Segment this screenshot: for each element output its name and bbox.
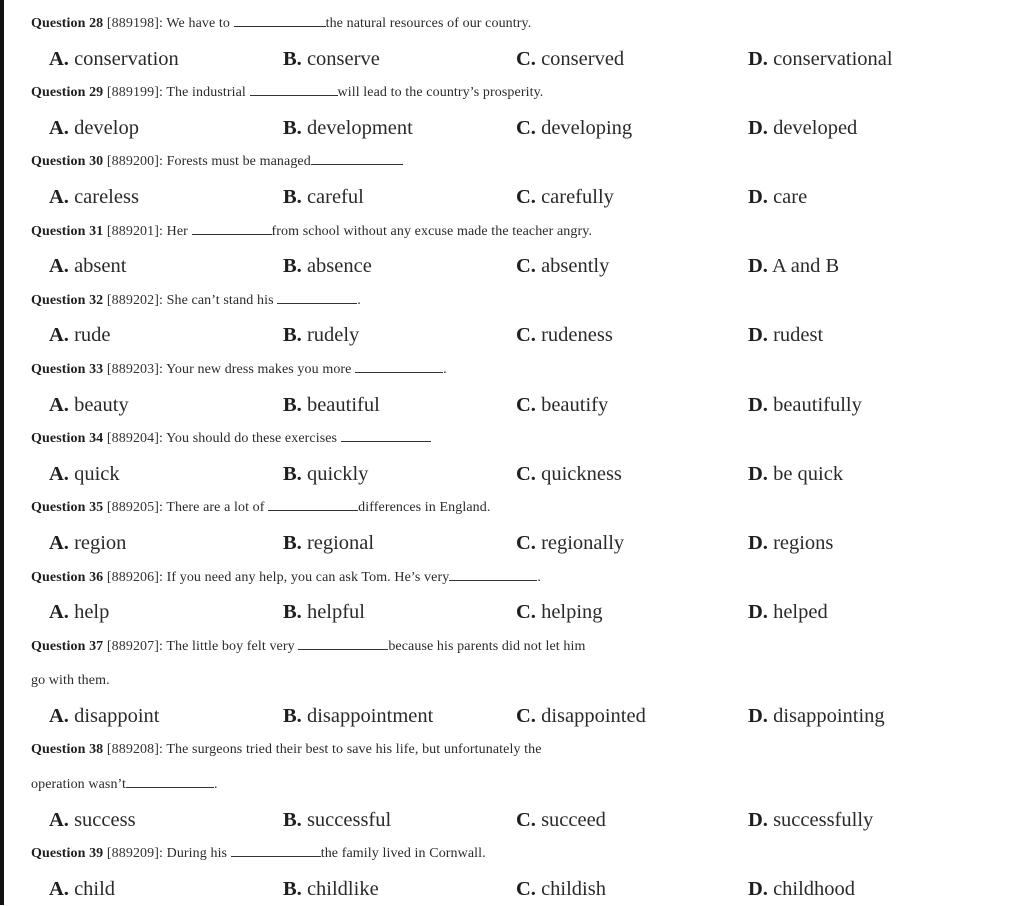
question-number: Question 36: [31, 569, 104, 585]
option-text: develop: [74, 116, 139, 139]
question-text-after: the natural resources of our country.: [325, 16, 532, 31]
question-stem: Question 32 [889202]: She can’t stand his .: [31, 284, 1021, 319]
answer-options: [31, 388, 1021, 423]
question-text-after: .: [214, 777, 218, 793]
option-c[interactable]: [516, 699, 646, 734]
option-a[interactable]: [49, 111, 139, 146]
option-text: careless: [74, 185, 139, 208]
option-text: childlike: [306, 877, 379, 900]
option-d[interactable]: [748, 803, 873, 838]
question-stem-continued: [31, 768, 1021, 803]
option-text: successfully: [773, 808, 874, 831]
answer-options: [31, 872, 1021, 906]
option-text: quickly: [306, 462, 369, 485]
answer-blank[interactable]: [231, 838, 321, 857]
option-letter: C.: [516, 601, 536, 624]
answer-blank[interactable]: [268, 492, 358, 511]
option-letter: B.: [283, 393, 302, 416]
option-letter: A.: [49, 808, 69, 831]
option-b[interactable]: [283, 180, 364, 215]
answer-options: [31, 180, 1021, 215]
option-text: carefully: [541, 185, 614, 208]
option-text: absence: [306, 255, 372, 278]
option-c[interactable]: [516, 318, 613, 353]
question-text: The little boy felt very: [166, 638, 299, 654]
option-b[interactable]: [283, 42, 380, 77]
question-number: Question 34: [31, 431, 104, 447]
option-text: success: [74, 808, 136, 831]
option-c[interactable]: [516, 388, 608, 423]
option-letter: D.: [748, 808, 768, 831]
option-letter: B.: [283, 185, 302, 208]
option-text: child: [74, 877, 116, 900]
option-c[interactable]: [516, 872, 606, 906]
answer-options: [31, 318, 1021, 353]
option-text: be quick: [773, 462, 844, 485]
option-letter: C.: [516, 393, 536, 416]
answer-blank[interactable]: [298, 631, 388, 650]
question-text: You should do these exercises: [166, 431, 341, 447]
option-a[interactable]: [49, 526, 126, 561]
option-letter: C.: [516, 116, 536, 139]
option-letter: D.: [748, 393, 768, 416]
option-text: beautify: [541, 393, 609, 416]
option-b[interactable]: [283, 111, 413, 146]
option-letter: A.: [49, 116, 69, 139]
option-letter: D.: [748, 324, 768, 347]
question-number: Question 29: [31, 85, 104, 101]
option-letter: D.: [748, 255, 768, 278]
answer-blank[interactable]: [311, 146, 403, 165]
option-d[interactable]: [748, 699, 885, 734]
question-stem: Question 34 [889204]: You should do these exercises: [31, 422, 1021, 457]
option-a[interactable]: [49, 872, 115, 906]
option-letter: B.: [283, 255, 302, 278]
option-b[interactable]: [283, 699, 433, 734]
question-number: Question 35: [31, 500, 104, 516]
option-text: beautifully: [773, 393, 862, 416]
answer-options: [31, 111, 1021, 146]
answer-blank[interactable]: [192, 216, 272, 235]
option-text: quick: [74, 462, 120, 485]
option-text: successful: [306, 808, 392, 831]
option-text: succeed: [541, 808, 606, 831]
option-text: disappoint: [74, 704, 160, 727]
option-letter: A.: [49, 877, 69, 900]
option-letter: C.: [516, 704, 536, 727]
option-a[interactable]: [49, 180, 139, 215]
option-letter: A.: [49, 47, 69, 70]
option-text: rudely: [306, 324, 360, 347]
question-block: [31, 422, 1021, 491]
option-text: developing: [541, 116, 633, 139]
option-text: region: [74, 531, 127, 554]
option-b[interactable]: [283, 457, 368, 492]
question-block: [31, 76, 1021, 145]
question-text-after: .: [537, 569, 541, 585]
option-d[interactable]: [748, 526, 833, 561]
option-d[interactable]: [748, 457, 843, 492]
option-letter: C.: [516, 877, 536, 900]
option-text: helping: [541, 601, 603, 624]
option-text: development: [306, 116, 413, 139]
option-text: absent: [74, 255, 127, 278]
question-text: If you need any help, you can ask Tom. He’s very: [166, 569, 450, 585]
question-id: [889201]: [106, 223, 160, 239]
question-stem: Question 33 [889203]: Your new dress makes you more .: [31, 353, 1021, 388]
question-text: Her: [166, 223, 192, 239]
option-text: absently: [541, 255, 610, 278]
question-number: Question 31: [31, 223, 104, 239]
option-d[interactable]: [748, 249, 839, 284]
question-text: During his: [166, 846, 231, 862]
option-d[interactable]: [748, 872, 855, 906]
option-letter: C.: [516, 47, 536, 70]
option-text: beauty: [74, 393, 129, 416]
question-block: [31, 837, 1021, 906]
answer-options: [31, 249, 1021, 284]
question-block: [31, 7, 1021, 76]
question-text: We have to: [166, 16, 234, 31]
answer-blank[interactable]: [355, 354, 443, 373]
option-c[interactable]: [516, 595, 603, 630]
option-d[interactable]: [748, 180, 807, 215]
option-letter: A.: [49, 601, 69, 624]
question-text-after: because his parents did not let him: [388, 638, 586, 654]
question-number: Question 30: [31, 154, 104, 170]
option-text: rude: [74, 324, 111, 347]
answer-options: [31, 526, 1021, 561]
question-block: [31, 145, 1021, 214]
option-letter: D.: [748, 601, 768, 624]
question-number: Question 38: [31, 742, 104, 758]
option-letter: D.: [748, 116, 768, 139]
question-id: [889207]: [106, 638, 160, 654]
option-text: developed: [773, 116, 858, 139]
option-text: conservational: [773, 47, 893, 70]
option-text: A and B: [771, 255, 840, 278]
option-text: careful: [306, 185, 364, 208]
question-stem: Question 39 [889209]: During his the family lived in Cornwall.: [31, 837, 1021, 872]
option-letter: C.: [516, 255, 536, 278]
question-number: Question 39: [31, 846, 104, 862]
option-text: conserved: [541, 47, 625, 70]
option-text: quickness: [541, 462, 622, 485]
option-letter: B.: [283, 47, 302, 70]
option-text: conserve: [306, 47, 380, 70]
answer-blank[interactable]: [449, 562, 537, 581]
option-d[interactable]: [748, 595, 828, 630]
option-letter: D.: [748, 704, 768, 727]
question-id: [889202]: [106, 292, 160, 308]
answer-blank[interactable]: [234, 8, 326, 27]
question-number: Question 33: [31, 361, 104, 377]
answer-options: [31, 595, 1021, 630]
option-b[interactable]: [283, 318, 359, 353]
option-text: regional: [306, 531, 375, 554]
question-text: The industrial: [166, 85, 250, 101]
option-text: conservation: [74, 47, 179, 70]
option-c[interactable]: [516, 111, 632, 146]
question-text: operation wasn’t: [31, 777, 127, 793]
option-a[interactable]: [49, 457, 120, 492]
option-text: rudeness: [541, 324, 613, 347]
option-c[interactable]: [516, 180, 614, 215]
question-id: [889205]: [106, 500, 160, 516]
worksheet: [31, 7, 1021, 906]
question-stem: Question 31 [889201]: Her from school without any excuse made the teacher angry.: [31, 215, 1021, 250]
answer-blank[interactable]: [250, 77, 338, 96]
option-text: beautiful: [306, 393, 380, 416]
option-text: childish: [541, 877, 606, 900]
question-stem: Question 29 [889199]: The industrial will lead to the country’s prosperity.: [31, 76, 1021, 111]
option-d[interactable]: [748, 42, 893, 77]
option-letter: D.: [748, 462, 768, 485]
option-letter: A.: [49, 704, 69, 727]
answer-options: [31, 803, 1021, 838]
question-text-after: from school without any excuse made the teacher angry.: [271, 223, 593, 239]
question-stem: Question 37 [889207]: The little boy felt very because his parents did not let him: [31, 630, 1021, 665]
question-text-after: .: [443, 361, 447, 377]
option-letter: B.: [283, 462, 302, 485]
option-text: helpful: [306, 601, 366, 624]
option-letter: A.: [49, 255, 69, 278]
option-letter: C.: [516, 462, 536, 485]
question-number: Question 37: [31, 638, 104, 654]
option-d[interactable]: [748, 318, 823, 353]
question-block: [31, 215, 1021, 284]
option-letter: D.: [748, 531, 768, 554]
option-letter: B.: [283, 116, 302, 139]
option-letter: A.: [49, 324, 69, 347]
question-number: Question 28: [31, 16, 104, 31]
option-a[interactable]: [49, 699, 159, 734]
option-a[interactable]: [49, 318, 111, 353]
answer-blank[interactable]: [341, 423, 431, 442]
option-letter: A.: [49, 393, 69, 416]
page-left-border: [0, 0, 4, 905]
question-text-after: will lead to the country’s prosperity.: [337, 85, 544, 101]
question-stem: Question 28 [889198]: We have to the natural resources of our country.: [31, 7, 1021, 42]
option-text: disappointment: [306, 704, 434, 727]
question-id: [889208]: [106, 742, 160, 758]
question-number: Question 32: [31, 292, 104, 308]
option-letter: D.: [748, 185, 768, 208]
question-stem: Question 35 [889205]: There are a lot of differences in England.: [31, 491, 1021, 526]
option-text: childhood: [773, 877, 856, 900]
option-c[interactable]: [516, 249, 609, 284]
option-b[interactable]: [283, 803, 391, 838]
option-d[interactable]: [748, 388, 862, 423]
option-letter: C.: [516, 531, 536, 554]
question-id: [889209]: [106, 846, 160, 862]
option-b[interactable]: [283, 388, 380, 423]
option-d[interactable]: [748, 111, 857, 146]
question-block: [31, 561, 1021, 630]
question-text-after: differences in England.: [358, 500, 491, 516]
option-a[interactable]: [49, 595, 109, 630]
question-block: [31, 630, 1021, 734]
option-a[interactable]: [49, 249, 126, 284]
question-id: [889198]: [106, 16, 160, 31]
option-letter: C.: [516, 324, 536, 347]
option-b[interactable]: [283, 872, 379, 906]
option-c[interactable]: [516, 526, 624, 561]
option-b[interactable]: [283, 595, 365, 630]
question-stem: Question 30 [889200]: Forests must be managed: [31, 145, 1021, 180]
question-text: The surgeons tried their best to save his life, but unfortunately the: [166, 742, 542, 758]
option-letter: B.: [283, 704, 302, 727]
option-a[interactable]: [49, 803, 136, 838]
question-stem: Question 38 [889208]: The surgeons tried their best to save his life, but unfortunately the: [31, 742, 542, 758]
option-b[interactable]: [283, 249, 372, 284]
option-text: regions: [773, 531, 834, 554]
question-block: [31, 491, 1021, 560]
option-c[interactable]: [516, 457, 622, 492]
question-id: [889204]: [106, 431, 160, 447]
option-text: helped: [773, 601, 828, 624]
question-id: [889203]: [106, 361, 160, 377]
option-letter: A.: [49, 185, 69, 208]
question-block: [31, 284, 1021, 353]
question-id: [889199]: [106, 85, 160, 101]
option-text: rudest: [773, 324, 824, 347]
answer-blank[interactable]: [277, 285, 357, 304]
option-a[interactable]: [49, 388, 129, 423]
question-text: She can’t stand his: [166, 292, 278, 308]
option-c[interactable]: [516, 42, 624, 77]
option-letter: B.: [283, 808, 302, 831]
option-letter: D.: [748, 877, 768, 900]
answer-options: [31, 42, 1021, 77]
question-block: [31, 353, 1021, 422]
question-text: Your new dress makes you more: [166, 361, 356, 377]
answer-blank[interactable]: [126, 769, 214, 788]
question-stem-continued: go with them.: [31, 673, 110, 689]
option-text: care: [773, 185, 808, 208]
option-text: regionally: [541, 531, 625, 554]
question-id: [889206]: [106, 569, 160, 585]
option-letter: D.: [748, 47, 768, 70]
option-text: disappointing: [773, 704, 885, 727]
answer-options: [31, 699, 1021, 734]
question-text: There are a lot of: [166, 500, 269, 516]
option-letter: B.: [283, 324, 302, 347]
option-letter: C.: [516, 808, 536, 831]
question-block: [31, 733, 1021, 837]
option-letter: B.: [283, 601, 302, 624]
option-text: disappointed: [541, 704, 646, 727]
answer-options: [31, 457, 1021, 492]
option-letter: B.: [283, 531, 302, 554]
option-letter: A.: [49, 531, 69, 554]
question-text-after: .: [357, 292, 361, 308]
option-text: help: [74, 601, 110, 624]
option-letter: B.: [283, 877, 302, 900]
option-letter: C.: [516, 185, 536, 208]
question-stem: Question 36 [889206]: If you need any help, you can ask Tom. He’s very .: [31, 561, 1021, 596]
question-id: [889200]: [106, 154, 160, 170]
option-letter: A.: [49, 462, 69, 485]
option-a[interactable]: [49, 42, 179, 77]
question-text: Forests must be managed: [166, 154, 311, 170]
question-text-after: the family lived in Cornwall.: [320, 846, 486, 862]
option-c[interactable]: [516, 803, 606, 838]
option-b[interactable]: [283, 526, 374, 561]
